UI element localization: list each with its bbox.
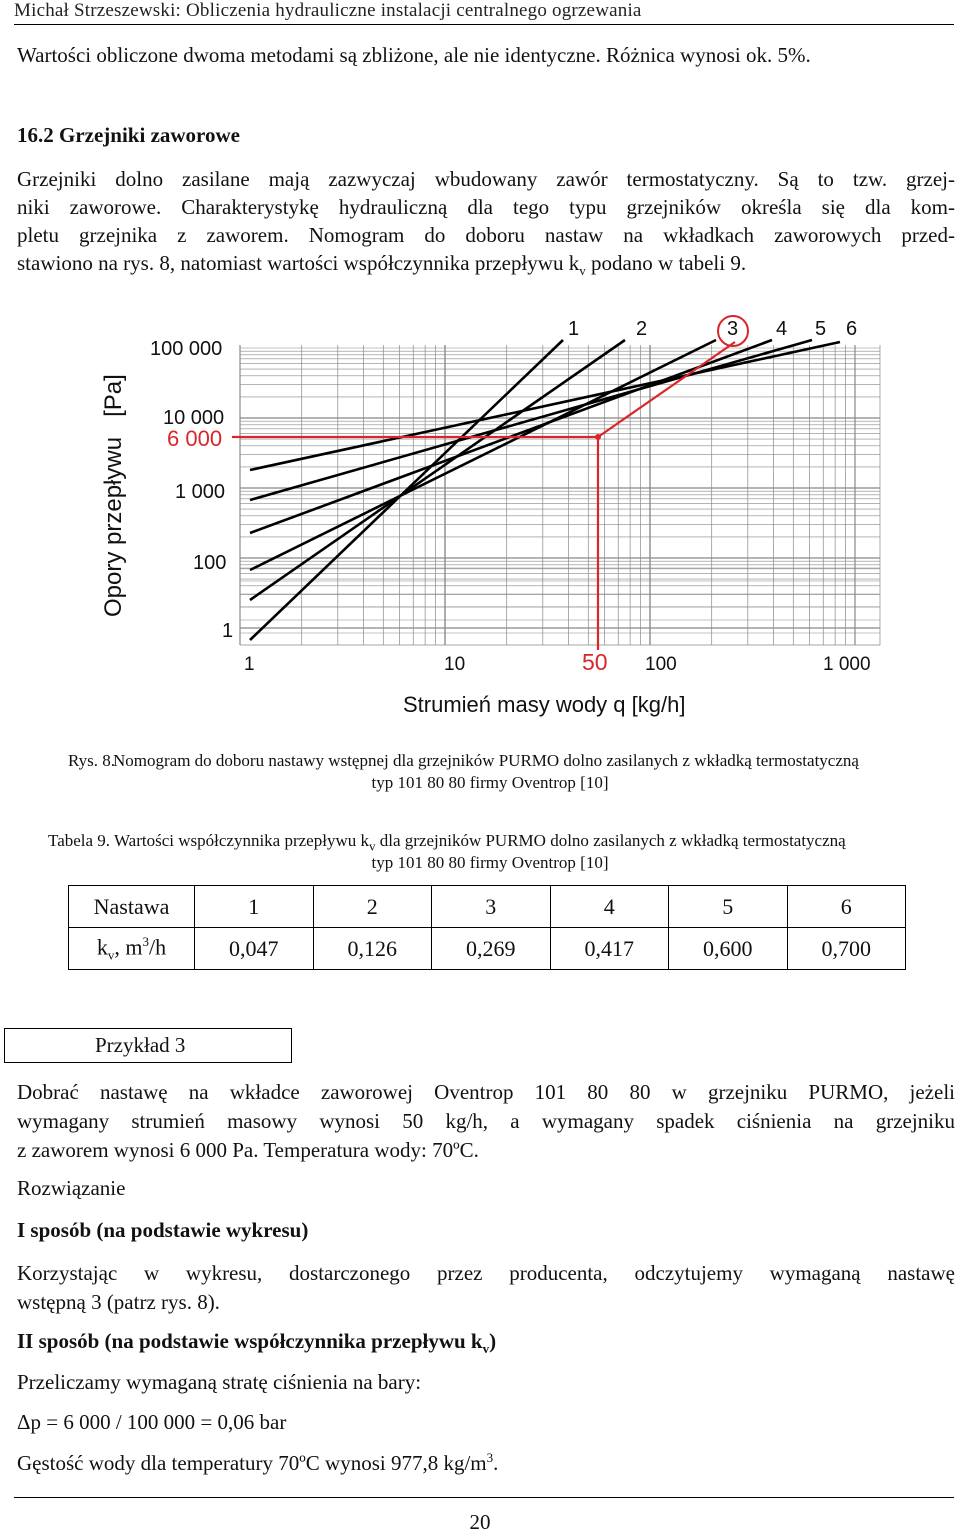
density-end: . [493,1451,499,1475]
table-caption-a: Tabela 9. Wartości współczynnika przepływu k [48,831,369,850]
table-cell: 0,269 [432,928,551,970]
header-rule [14,24,954,25]
kv-sub: v [107,947,115,963]
y-tick-1: 1 [222,620,234,642]
intersection-point [595,434,601,440]
section-line-4-sub: v [579,263,586,279]
footer-rule [14,1497,954,1498]
section-line-4 [17,249,955,285]
section-paragraph [17,165,955,285]
y-axis-title-label: Opory przepływu [Pa] [100,374,127,617]
figure-caption-line-1: Nomogram do doboru nastawy wstępnej dla grzejników PURMO dolno zasilanych z wkładką termostatyczną [113,751,859,770]
section-line-4b: podano w tabeli 9. [585,251,747,275]
table-cell: 0,126 [313,928,432,970]
intro-paragraph: Wartości obliczone dwoma metodami są zbliżone, ale nie identyczne. Różnica wynosi ok. 5%. [17,43,811,67]
kv-unit-tail: /h [149,933,167,959]
section-line-3: pletu grzejnika z zaworem. Nomogram do doboru nastaw na wkładkach zaworowych przed- [17,223,955,247]
pressure-formula: Δp = 6 000 / 100 000 = 0,06 bar [17,1410,287,1434]
nomogram-setting-lines [250,340,840,640]
table-cell: 0,047 [195,928,314,970]
setting-label-2: 2 [636,318,648,340]
method-2-title-sub: v [482,1341,490,1357]
solution-heading: Rozwiązanie [17,1176,126,1200]
section-line-4a: stawiono na rys. 8, natomiast wartości współczynnika przepływu k [17,251,580,275]
setting-line-5 [250,340,812,500]
table-cell: 3 [432,886,551,928]
kv-unit: , m [114,933,143,959]
method-1-body [17,1259,955,1317]
nomogram-grid [240,345,880,645]
setting-label-5: 5 [815,318,827,340]
table-caption-b: dla grzejników PURMO dolno zasilanych z wkładką termostatyczną [375,831,846,850]
kv-symbol: k [96,933,108,959]
example-body [17,1078,955,1165]
y-tick-6000: 6 000 [167,426,223,451]
example-line-3: z zaworem wynosi 6 000 Pa. Temperatura wody: 70ºC. [17,1138,479,1162]
kv-table [68,885,906,970]
table-caption-line-2: typ 101 80 80 firmy Oventrop [10] [371,853,609,872]
example-box [4,1028,292,1063]
setting-label-6: 6 [846,318,858,340]
method-2-line-1: Przeliczamy wymaganą stratę ciśnienia na bary: [17,1370,422,1394]
table-cell-header: Nastawa [69,886,195,928]
section-title: 16.2 Grzejniki zaworowe [17,123,240,147]
example-line-2: wymagany strumień masowy wynosi 50 kg/h, a wymagany spadek ciśnienia na grzejniku [17,1109,955,1133]
table-caption-sub: v [368,838,376,854]
setting-label-3: 3 [727,318,739,340]
example-line-1: Dobrać nastawę na wkładce zaworowej Oventrop 101 80 80 w grzejniku PURMO, jeżeli [17,1080,955,1104]
page-number: 20 [469,1510,491,1534]
y-tick-1000: 1 000 [175,481,226,503]
method-2-title [17,1329,496,1357]
example-title: Przykład 3 [95,1033,186,1057]
density-sup: 3 [486,1450,494,1465]
table-row [69,886,906,928]
table-cell: 2 [313,886,432,928]
density-text: Gęstość wody dla temperatury 70ºC wynosi 977,8 kg/m [17,1451,487,1475]
table-cell: 5 [669,886,788,928]
table-cell: 1 [195,886,314,928]
setting-label-1: 1 [568,318,580,340]
nomogram-chart [0,300,960,740]
x-tick-10: 10 [444,654,466,675]
method-2-title-b: ) [489,1329,497,1353]
x-tick-1000: 1 000 [823,654,871,675]
table-cell: 6 [787,886,906,928]
section-line-1: Grzejniki dolno zasilane mają zazwyczaj wbudowany zawór termostatyczny. Są to tzw. grzej- [17,167,955,191]
table-cell: 0,417 [550,928,669,970]
section-line-2: niki zaworowe. Charakterystykę hydrauliczną dla tego typu grzejników określa się dla kom- [17,195,955,219]
table-row [69,928,906,970]
method-2-title-a: II sposób (na podstawie współczynnika przepływu k [17,1329,483,1353]
setting-line-6 [250,342,840,470]
method-1-line-1: Korzystając w wykresu, dostarczonego przez producenta, odczytujemy wymaganą nastawę [17,1261,955,1285]
y-tick-10000: 10 000 [163,407,225,429]
y-tick-100: 100 [193,552,227,574]
x-tick-1: 1 [244,654,255,675]
table-cell: 0,600 [669,928,788,970]
kv-sup: 3 [142,933,149,949]
density-line [17,1450,498,1476]
table-cell: 4 [550,886,669,928]
method-1-line-2: wstępną 3 (patrz rys. 8). [17,1290,220,1314]
x-tick-100: 100 [645,654,677,675]
table-cell: 0,700 [787,928,906,970]
running-header: Michał Strzeszewski: Obliczenia hydrauliczne instalacji centralnego ogrzewania [14,0,642,21]
figure-caption-line-2: typ 101 80 80 firmy Oventrop [10] [371,773,609,792]
y-tick-100000: 100 000 [150,338,223,360]
figure-caption-label: Rys. 8. [68,751,116,770]
setting-label-4: 4 [776,318,788,340]
x-axis-title: Strumień masy wody q [kg/h] [403,692,686,717]
table-cell-header [69,928,195,970]
x-tick-50: 50 [582,649,608,675]
method-1-title: I sposób (na podstawie wykresu) [17,1218,309,1242]
